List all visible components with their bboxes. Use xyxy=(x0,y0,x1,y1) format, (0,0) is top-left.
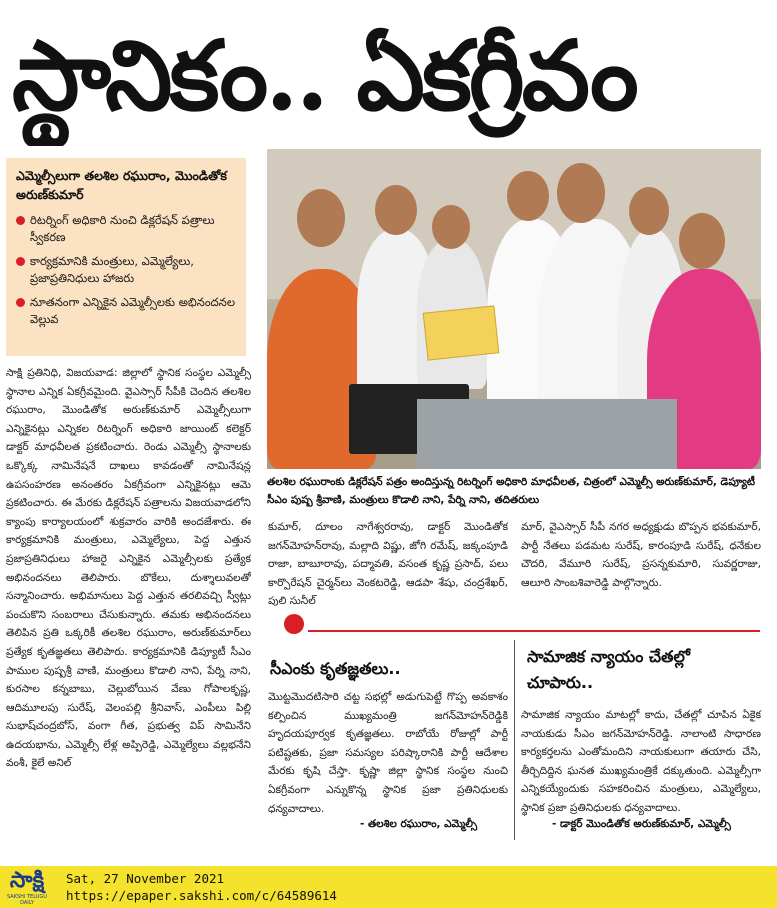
photo-head xyxy=(507,171,549,221)
section-title-social-justice: సామాజిక న్యాయం చేతల్లో చూపారు.. xyxy=(527,647,690,692)
section-body-cm-thanks: మొట్టమొదటిసారి చట్ట సభల్లో అడుగుపెట్టే గొప్ప అవకాశం కల్పించిన ముఖ్యమంత్రి జగన్‌మోహన్‌రెడ్డికి హృదయపూర్వక కృతజ్ఞతలు. రాబోయే రోజుల్లో పార్టీ పటిష్టతకు, ప్రజా సమస్యల పరిష్కారానికి పార్టీ ఆదేశాల మేరకు కృషి చేస్తా. కృష్ణా జిల్లా స్థానిక సంస్థల నుంచి ఏకగ్రీవంగా ఎన్నుకొన్న స్థానిక ప్రజా ప్రతినిధులకు ధన్యవాదాలు. xyxy=(268,691,508,815)
logo-text: సాక్షి xyxy=(9,868,45,893)
bullet-icon xyxy=(16,216,25,225)
highlight-text: కార్యక్రమానికి మంత్రులు, ఎమ్మెల్యేలు, ప్రజాప్రతినిధులు హాజరు xyxy=(30,254,194,285)
section-body-social-justice: సామాజిక న్యాయం మాటల్లో కాదు, చేతల్లో చూపిన ఏకైక నాయకుడు సీఎం జగన్‌మోహన్‌రెడ్డి. నాలాంటి సాధారణ కార్యకర్తలను ఎంతోమందిని నాయకులుగా తయారు చేసి, తీర్చిదిద్దిన ఘనత ముఖ్యమంత్రికే దక్కుతుంది. ఎమ్మెల్సీగా ఎన్నికయ్యేందుకు సహకరించిన మంత్రులు, ఎమ్మెల్యేలు, స్థానిక ప్రజా ప్రతినిధులకు ధన్యవాదాలు. xyxy=(521,709,761,814)
article-column-3: మార్, వైఎస్సార్ సీపీ నగర అధ్యక్షుడు బొప్పన భవకుమార్, పార్టీ నేతలు పడమట సురేష్, కారంపూడి సురేష్, ధనేకుల చౌదరి, వేమూరి సురేష్, ప్రసన్నకుమారి, సువర్ణరాజు, ఆలూరి సాంబశివారెడ్డి పాల్గొన్నారు. xyxy=(521,521,761,589)
bullet-icon xyxy=(16,257,25,266)
footer-url-link[interactable]: https://epaper.sakshi.com/c/64589614 xyxy=(66,888,337,903)
photo-caption: తలశిల రఘురాంకు డిక్లరేషన్ పత్రం అందిస్తున్న రిటర్నింగ్ అధికారి మాధవీలత, చిత్రంలో ఎమ్మెల్సీ అరుణ్‌కుమార్, డెప్యూటీ సీఎం పుష్ప శ్రీవాణి, మంత్రులు కొడాలి నాని, పేర్ని నాని, తదితరులు xyxy=(267,476,755,506)
section-divider-line xyxy=(308,630,760,632)
highlight-item xyxy=(16,294,236,328)
article-column-1: సాక్షి ప్రతినిధి, విజయవాడ: జిల్లాలో స్థానిక సంస్థల ఎమ్మెల్సీ స్థానాల ఎన్నిక ఏకగ్రీవమైంది. వైఎస్సార్ సీపీకి చెందిన తలశిల రఘురాం, మొండితోక అరుణ్‌కుమార్ ఎమ్మెల్సీలుగా ఎన్నికైనట్లు ఎన్నికల రిటర్నింగ్ అధికారి జాయింట్ కలెక్టర్ డాక్టర్ మాధవీలత ప్రకటించారు. రెండు ఎమ్మెల్సీ స్థానాలకు ఒక్కొక్క నామినేషనే దాఖలు కావడంతో నామినేషన్ల ఉపసంహరణ అనంతరం ఏకగ్రీవంగా ఎన్నికైనట్లు ఆమె ప్రకటించారు. ఈ మేరకు డిక్లరేషన్ పత్రాలను విజయవాడలోని క్యాంపు కార్యాలయంలో శుక్రవారం వారికి అందజేశారు. ఈ కార్యక్రమానికి మంత్రులు, ఎమ్మెల్యేలు, పెద్ద ఎత్తున ప్రజాప్రతినిధులు హాజరై ఎన్నికైన ఎమ్మెల్సీలకు ప్రత్యేక అభినందనలు తెలిపారు. బొకేలు, దుశ్శాలువలతో సన్మానించారు. అభిమానులు పెద్ద ఎత్తున తరలివచ్చి స్వీట్లు పంచుకొని సంబరాలు చేసుకున్నారు. తమకు అభినందనలు తెలిపిన ప్రతి ఒక్కరికీ తలశిల రఘురాం, అరుణ్‌కుమార్‌లు ప్రత్యేక కృతజ్ఞతలు తెలిపారు. కార్యక్రమానికి డిప్యూటీ సీఎం పాముల పుష్పశ్రీ వాణి, మంత్రులు కొడాలి నాని, పేర్ని నాని, కురసాల కన్నబాబు, చెల్లుబోయిన వేణు గోపాలకృష్ణ, ఆదిమూలపు సురేష్, వెలంపల్లి శ్రీనివాస్, ఎంపీలు పిల్లి సుభాష్‌చంద్రబోస్, వంగా గీత, ప్రభుత్వ విప్ సామినేని ఉదయభాను, ఎమ్మెల్సీ లేళ్ల అప్పిరెడ్డి, ఎమ్మెల్యేలు వల్లభనేని వంశీ, కైలే అనిల్ xyxy=(6,367,251,770)
section-title-cm-thanks: సీఎంకు కృతజ్ఞతలు.. xyxy=(270,659,401,678)
footer-bar xyxy=(0,866,777,908)
highlight-text: నూతనంగా ఎన్నికైన ఎమ్మెల్సీలకు అభినందనల వెల్లువ xyxy=(30,295,236,326)
article-column-2: కుమార్, దూలం నాగేశ్వరరావు, డాక్టర్ మొండితోక జగన్‌మోహన్‌రావు, మల్లాది విష్ణు, జోగి రమేష్, జక్కంపూడి రాజా, బాబూరావు, పద్మావతి, వసంత కృష్ణ ప్రసాద్, పలు కార్పొరేషన్ చైర్మన్‌లు వెంకటరెడ్డి, ఆడపా శేషు, చంద్రశేఖర్, పులి సునీల్‌ xyxy=(268,521,508,608)
declaration-document xyxy=(423,305,500,360)
sakshi-logo[interactable] xyxy=(4,868,50,906)
headline: స్థానికం.. ఏకగ్రీవం xyxy=(12,19,636,132)
highlight-item xyxy=(16,253,236,287)
highlight-item xyxy=(16,212,236,246)
highlight-text: రిటర్నింగ్ అధికారి నుంచి డిక్లరేషన్ పత్రాలు స్వీకరణ xyxy=(30,213,215,244)
photo-head xyxy=(557,163,605,223)
photo-head xyxy=(432,205,470,249)
logo-subtext: SAKSHI TELUGU DAILY xyxy=(7,894,47,906)
photo-desk xyxy=(417,399,677,469)
section-signature-raghuram: - తలశిల రఘురాం, ఎమ్మెల్సీ xyxy=(360,818,478,830)
quote-mark-icon xyxy=(284,614,304,634)
news-photo xyxy=(267,149,761,469)
column-divider xyxy=(514,640,515,840)
photo-head xyxy=(629,187,669,235)
photo-head xyxy=(297,189,345,247)
photo-head xyxy=(679,213,725,269)
section-signature-arun: - డాక్టర్ మొండితోక అరుణ్‌కుమార్, ఎమ్మెల్సీ xyxy=(552,818,731,830)
highlights-list xyxy=(16,212,236,328)
highlights-subtitle: ఎమ్మెల్సీలుగా తలశిల రఘురాం, మొండితోక అరుణ్‌కుమార్ xyxy=(16,168,227,202)
highlights-box xyxy=(6,158,246,356)
bullet-icon xyxy=(16,298,25,307)
footer-date: Sat, 27 November 2021 xyxy=(66,871,225,886)
photo-head xyxy=(375,185,417,235)
